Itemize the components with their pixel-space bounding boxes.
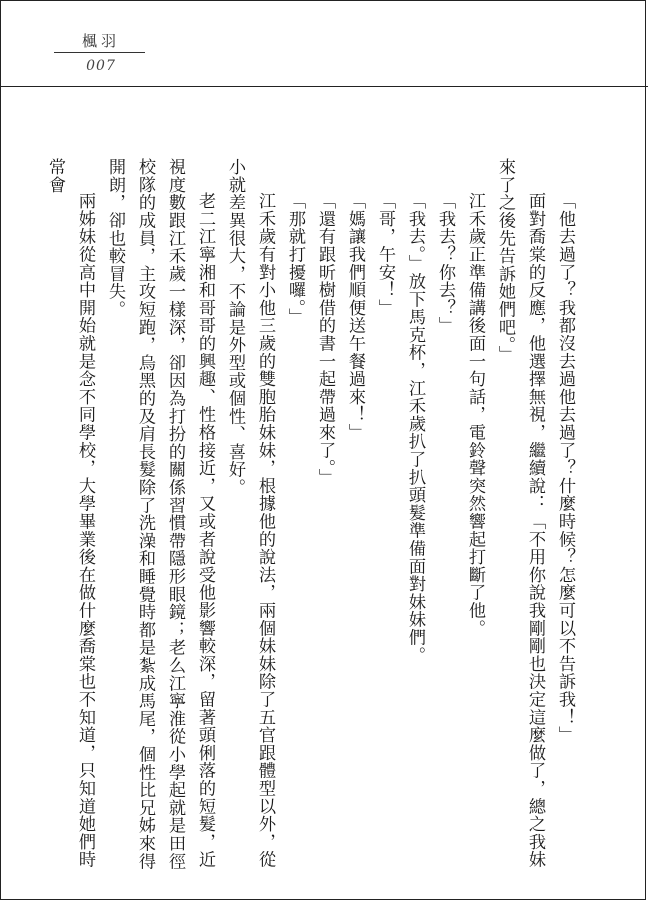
paragraph: 「還有跟昕樹借的書一起帶過來了。」: [315, 192, 335, 487]
page-number: 007: [86, 58, 116, 74]
paragraph: 「他去過了？我都沒去過他去過了？什麼時候？怎麼可以不告訴我！」: [555, 192, 575, 745]
paragraph: 江禾歲有對小他三歲的雙胞胎妹妹，根據他的說法，兩個妹妹除了五官跟體型以外，從小就差異很大，不論是外型或個性、喜好。: [225, 158, 275, 869]
paragraph: 兩姊妹從高中開始就是念不同學校，大學畢業後在做什麼喬棠也不知道，只知道她們時常會: [45, 158, 95, 869]
novel-text-body: [45, 158, 580, 870]
author-underline: [54, 52, 145, 53]
paragraph: 「哥，午安！」: [375, 192, 395, 317]
paragraph: 老二江寧湘和哥哥的興趣、性格接近，又或者說受他影響較深，留著頭俐落的短髮，近視度數跟江禾歲一樣深，卻因為打扮的關係習慣帶隱形眼鏡；老么江寧淮從小學起就是田徑校隊的成員，主攻短跑，烏黑的及肩長髮除了洗澡和睡覺時都是紮成馬尾，個性比兄姊來得開朗，卻也較冒失。: [105, 158, 215, 870]
header-divider: [0, 86, 648, 87]
paragraph: 「媽讓我們順便送午餐過來！」: [345, 192, 365, 442]
paragraph: 「那就打擾囉。」: [285, 192, 305, 327]
paragraph: 江禾歲正準備講後面一句話，電鈴聲突然響起打斷了他。: [465, 192, 485, 638]
paragraph: 「我去。」放下馬克杯，江禾歲扒了扒頭髮準備面對妹妹們。: [405, 192, 425, 665]
paragraph: 面對喬棠的反應，他選擇無視，繼續說：「不用你說我剛剛也決定這麼做了，總之我妹來了之後先告訴她們吧。」: [495, 158, 545, 869]
paragraph: 「我去？你去？」: [435, 192, 455, 335]
author-name: 楓羽: [81, 32, 120, 50]
